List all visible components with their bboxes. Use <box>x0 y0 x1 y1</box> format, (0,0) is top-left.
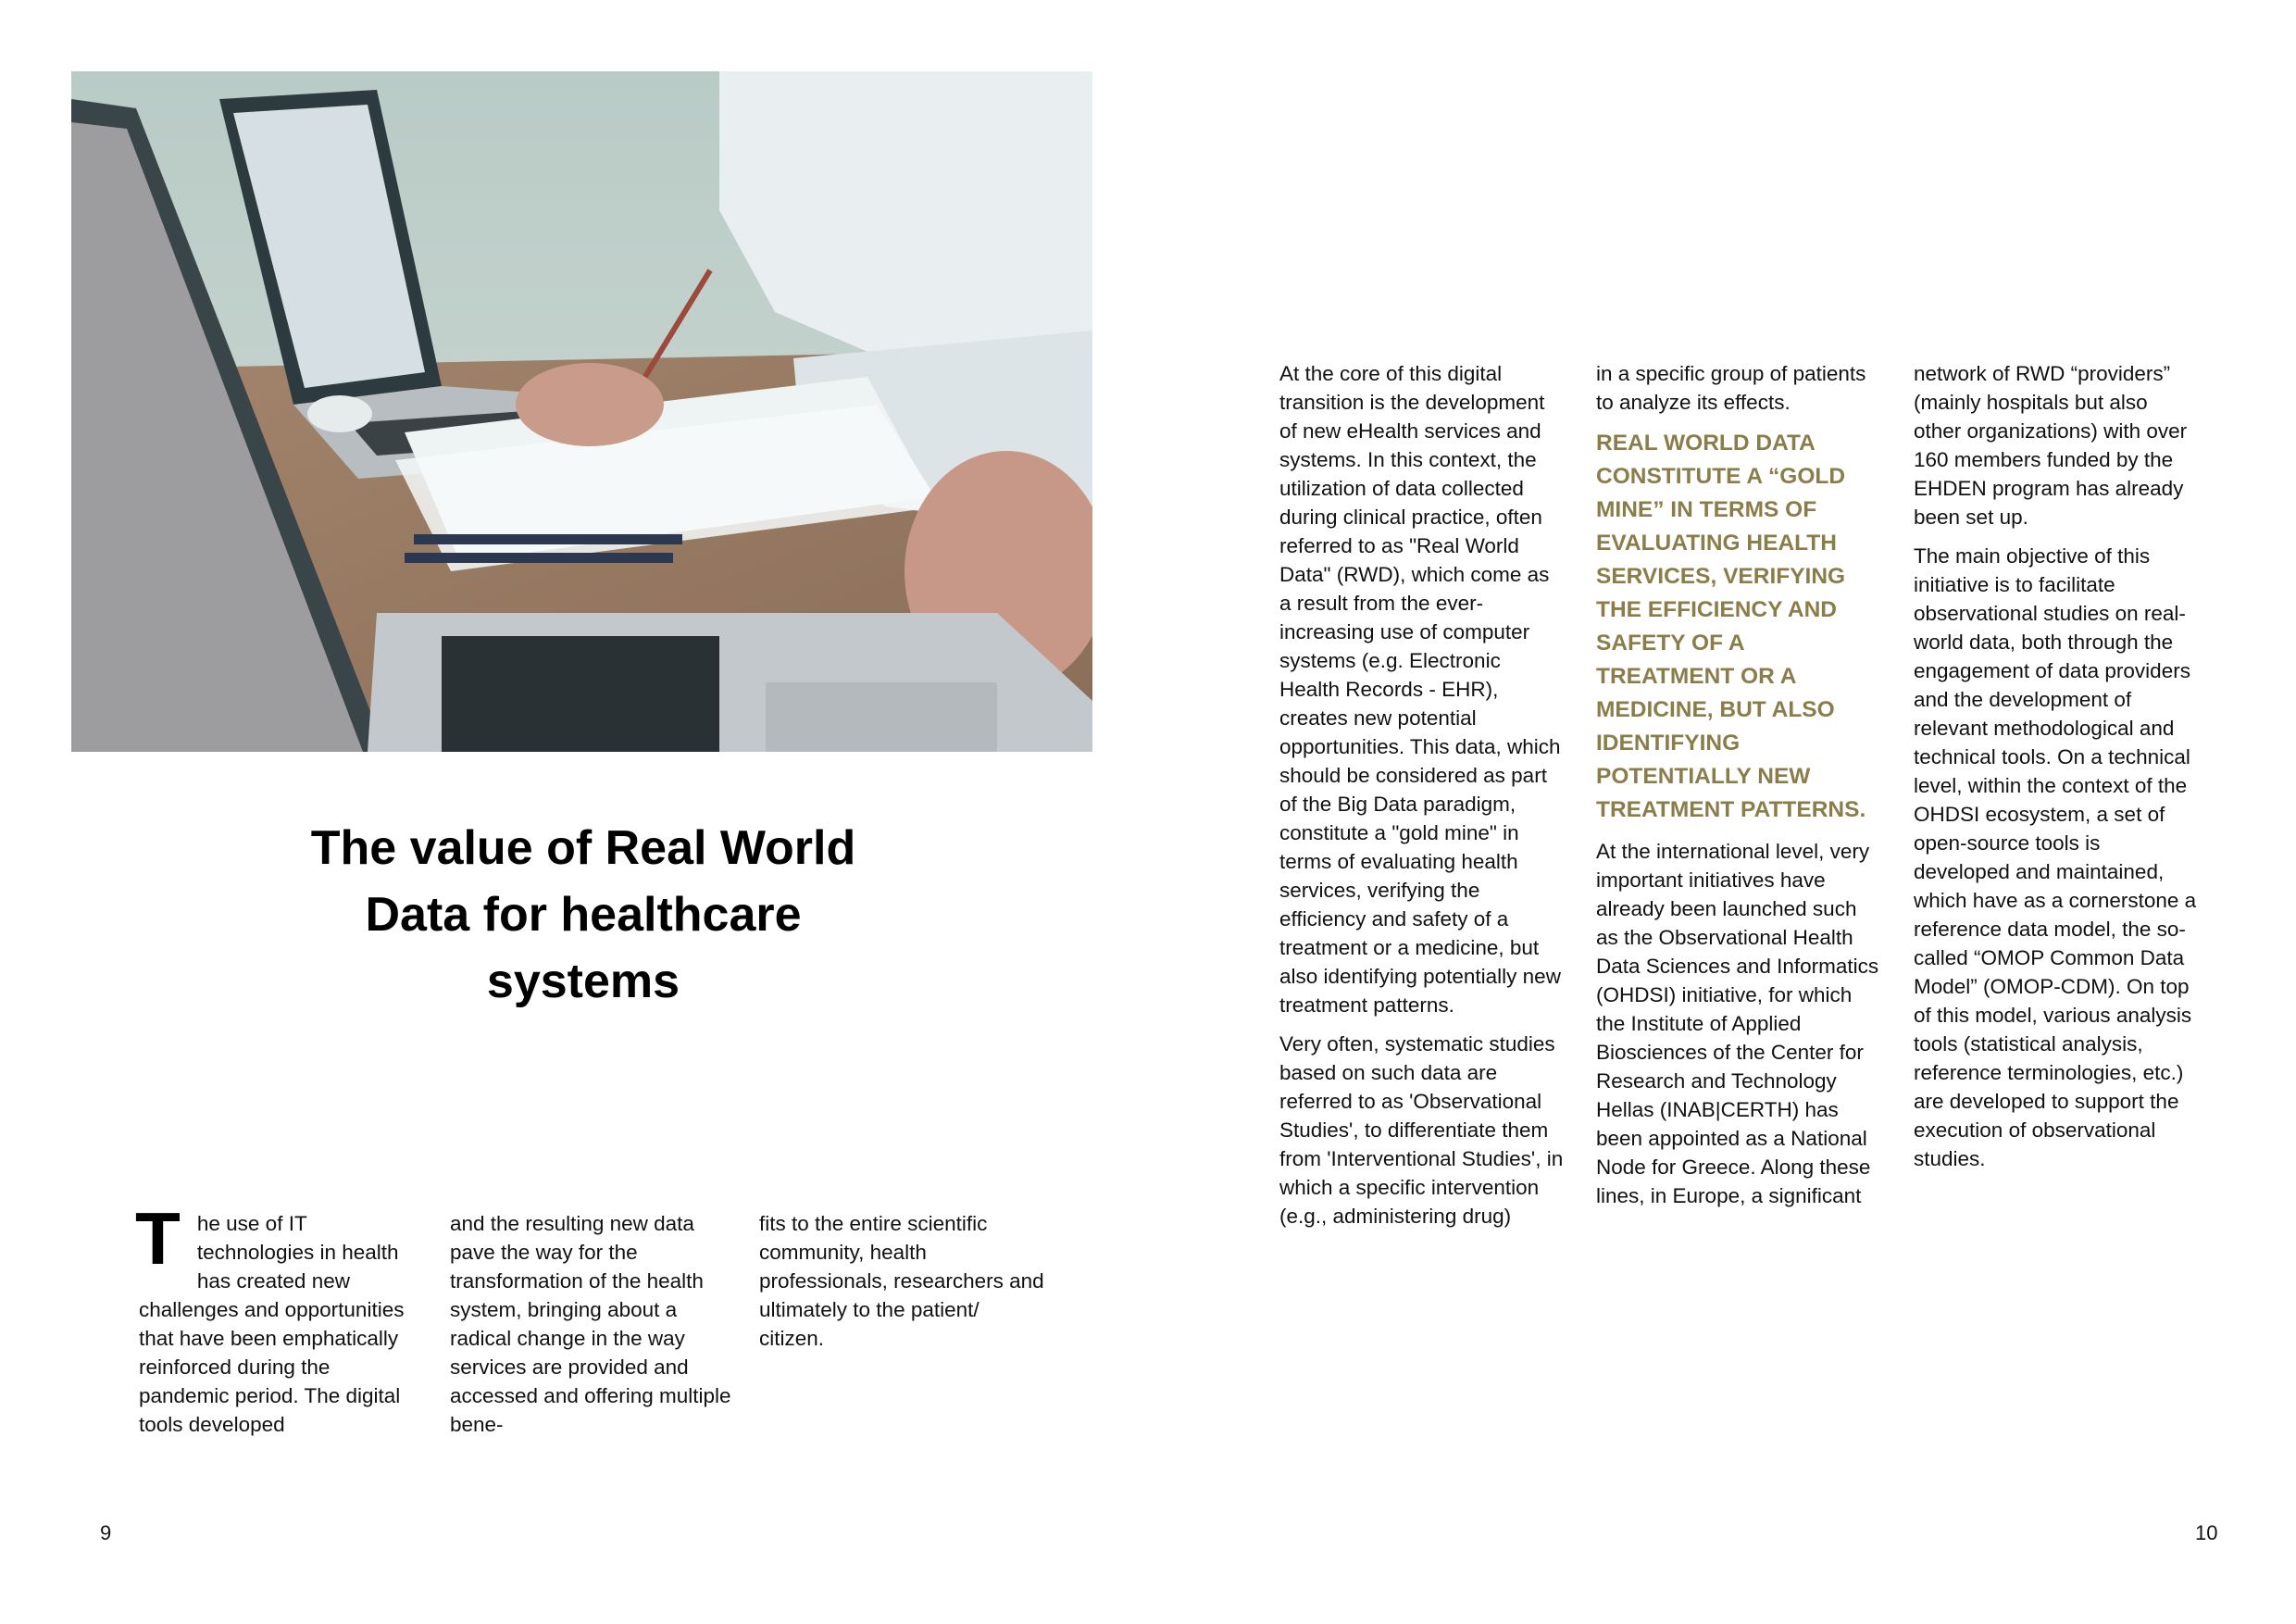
page-number-right: 10 <box>2195 1521 2218 1544</box>
paragraph: The main objective of this initiative is to facilitate observational studies on real-world data, both through the engagement of data providers and the development of relevant methodological and technical tools. On a technical level, within the context of the OHDSI ecosystem, a set of open-source tools is developed and maintained, which have as a cornerstone a reference data model, the so-called “OMOP Common Data Model” (OMOP-CDM). On top of this model, various analysis tools (statistical analysis, reference terminologies, etc.) are developed to support the execution of observational studies. <box>1914 544 2197 1170</box>
pull-quote: REAL WORLD DATA CONSTITUTE A “GOLD MINE” IN TERMS OF EVALUATING HEALTH SERVICES, VERIFYING THE EFFICIENCY AND SAFETY OF A TREATMENT OR A MEDICINE, BUT ALSO IDENTIFYING POTENTIALLY NEW TREATMENT PATTERNS. <box>1596 431 1866 822</box>
photo-image <box>71 71 1092 752</box>
intro-text-2: and the resulting new data pave the way for the transformation of the health system, bringing about a radical change in the way services are provided and accessed and offering multiple bene- <box>450 1212 731 1436</box>
right-page <box>1148 0 2296 1624</box>
paragraph: in a specific group of patients to analyze its effects. <box>1596 362 1866 414</box>
intro-column-1 <box>135 1197 426 1439</box>
intro-text-3: fits to the entire scientific community, health professionals, researchers and ultimately to the patient/ citizen. <box>759 1212 1044 1350</box>
drop-cap: T <box>135 1197 181 1280</box>
intro-column-2 <box>450 1209 737 1439</box>
paragraph: Very often, systematic studies based on such data are referred to as 'Observational Studies', to differentiate them from 'Interventional Studies', in which a specific intervention (e.g., administering drug) <box>1279 1032 1564 1228</box>
photo-illustration <box>71 71 1092 752</box>
paragraph: At the core of this digital transition is the development of new eHealth services and systems. In this context, the utilization of data collected during clinical practice, often referred to as "Real World Data" (RWD), which come as a result from the ever-increasing use of computer systems (e.g. Electronic Health Records - EHR), creates new potential opportunities. This data, which should be considered as part of the Big Data paradigm, constitute a "gold mine" in terms of evaluating health services, verifying the efficiency and safety of a treatment or a medicine, but also identifying potentially new treatment patterns. <box>1279 362 1561 1017</box>
article-title: The value of Real World Data for healthcare systems <box>310 821 856 1008</box>
body-column-3 <box>1914 359 2201 1183</box>
intro-column-3 <box>759 1209 1046 1353</box>
body-column-1 <box>1279 359 1566 1241</box>
paragraph: At the international level, very important initiatives have already been launched such as the Observational Health Data Sciences and Informatics (OHDSI) initiative, for which the Institute of Applied Biosciences of the Center for Research and Technology Hellas (INAB|CERTH) has been appointed as a National Node for Greece. Along these lines, in Europe, a significant <box>1596 840 1879 1207</box>
body-column-2 <box>1596 359 1883 1220</box>
paragraph: network of RWD “providers” (mainly hospitals but also other organizations) with over 160 members funded by the EHDEN program has already been set up. <box>1914 362 2188 529</box>
intro-text-1: he use of IT technologies in health has created new challenges and opportunities that have been emphatically reinforced during the pandemic period. The digital tools developed <box>139 1212 405 1436</box>
page-number-left: 9 <box>100 1521 112 1544</box>
